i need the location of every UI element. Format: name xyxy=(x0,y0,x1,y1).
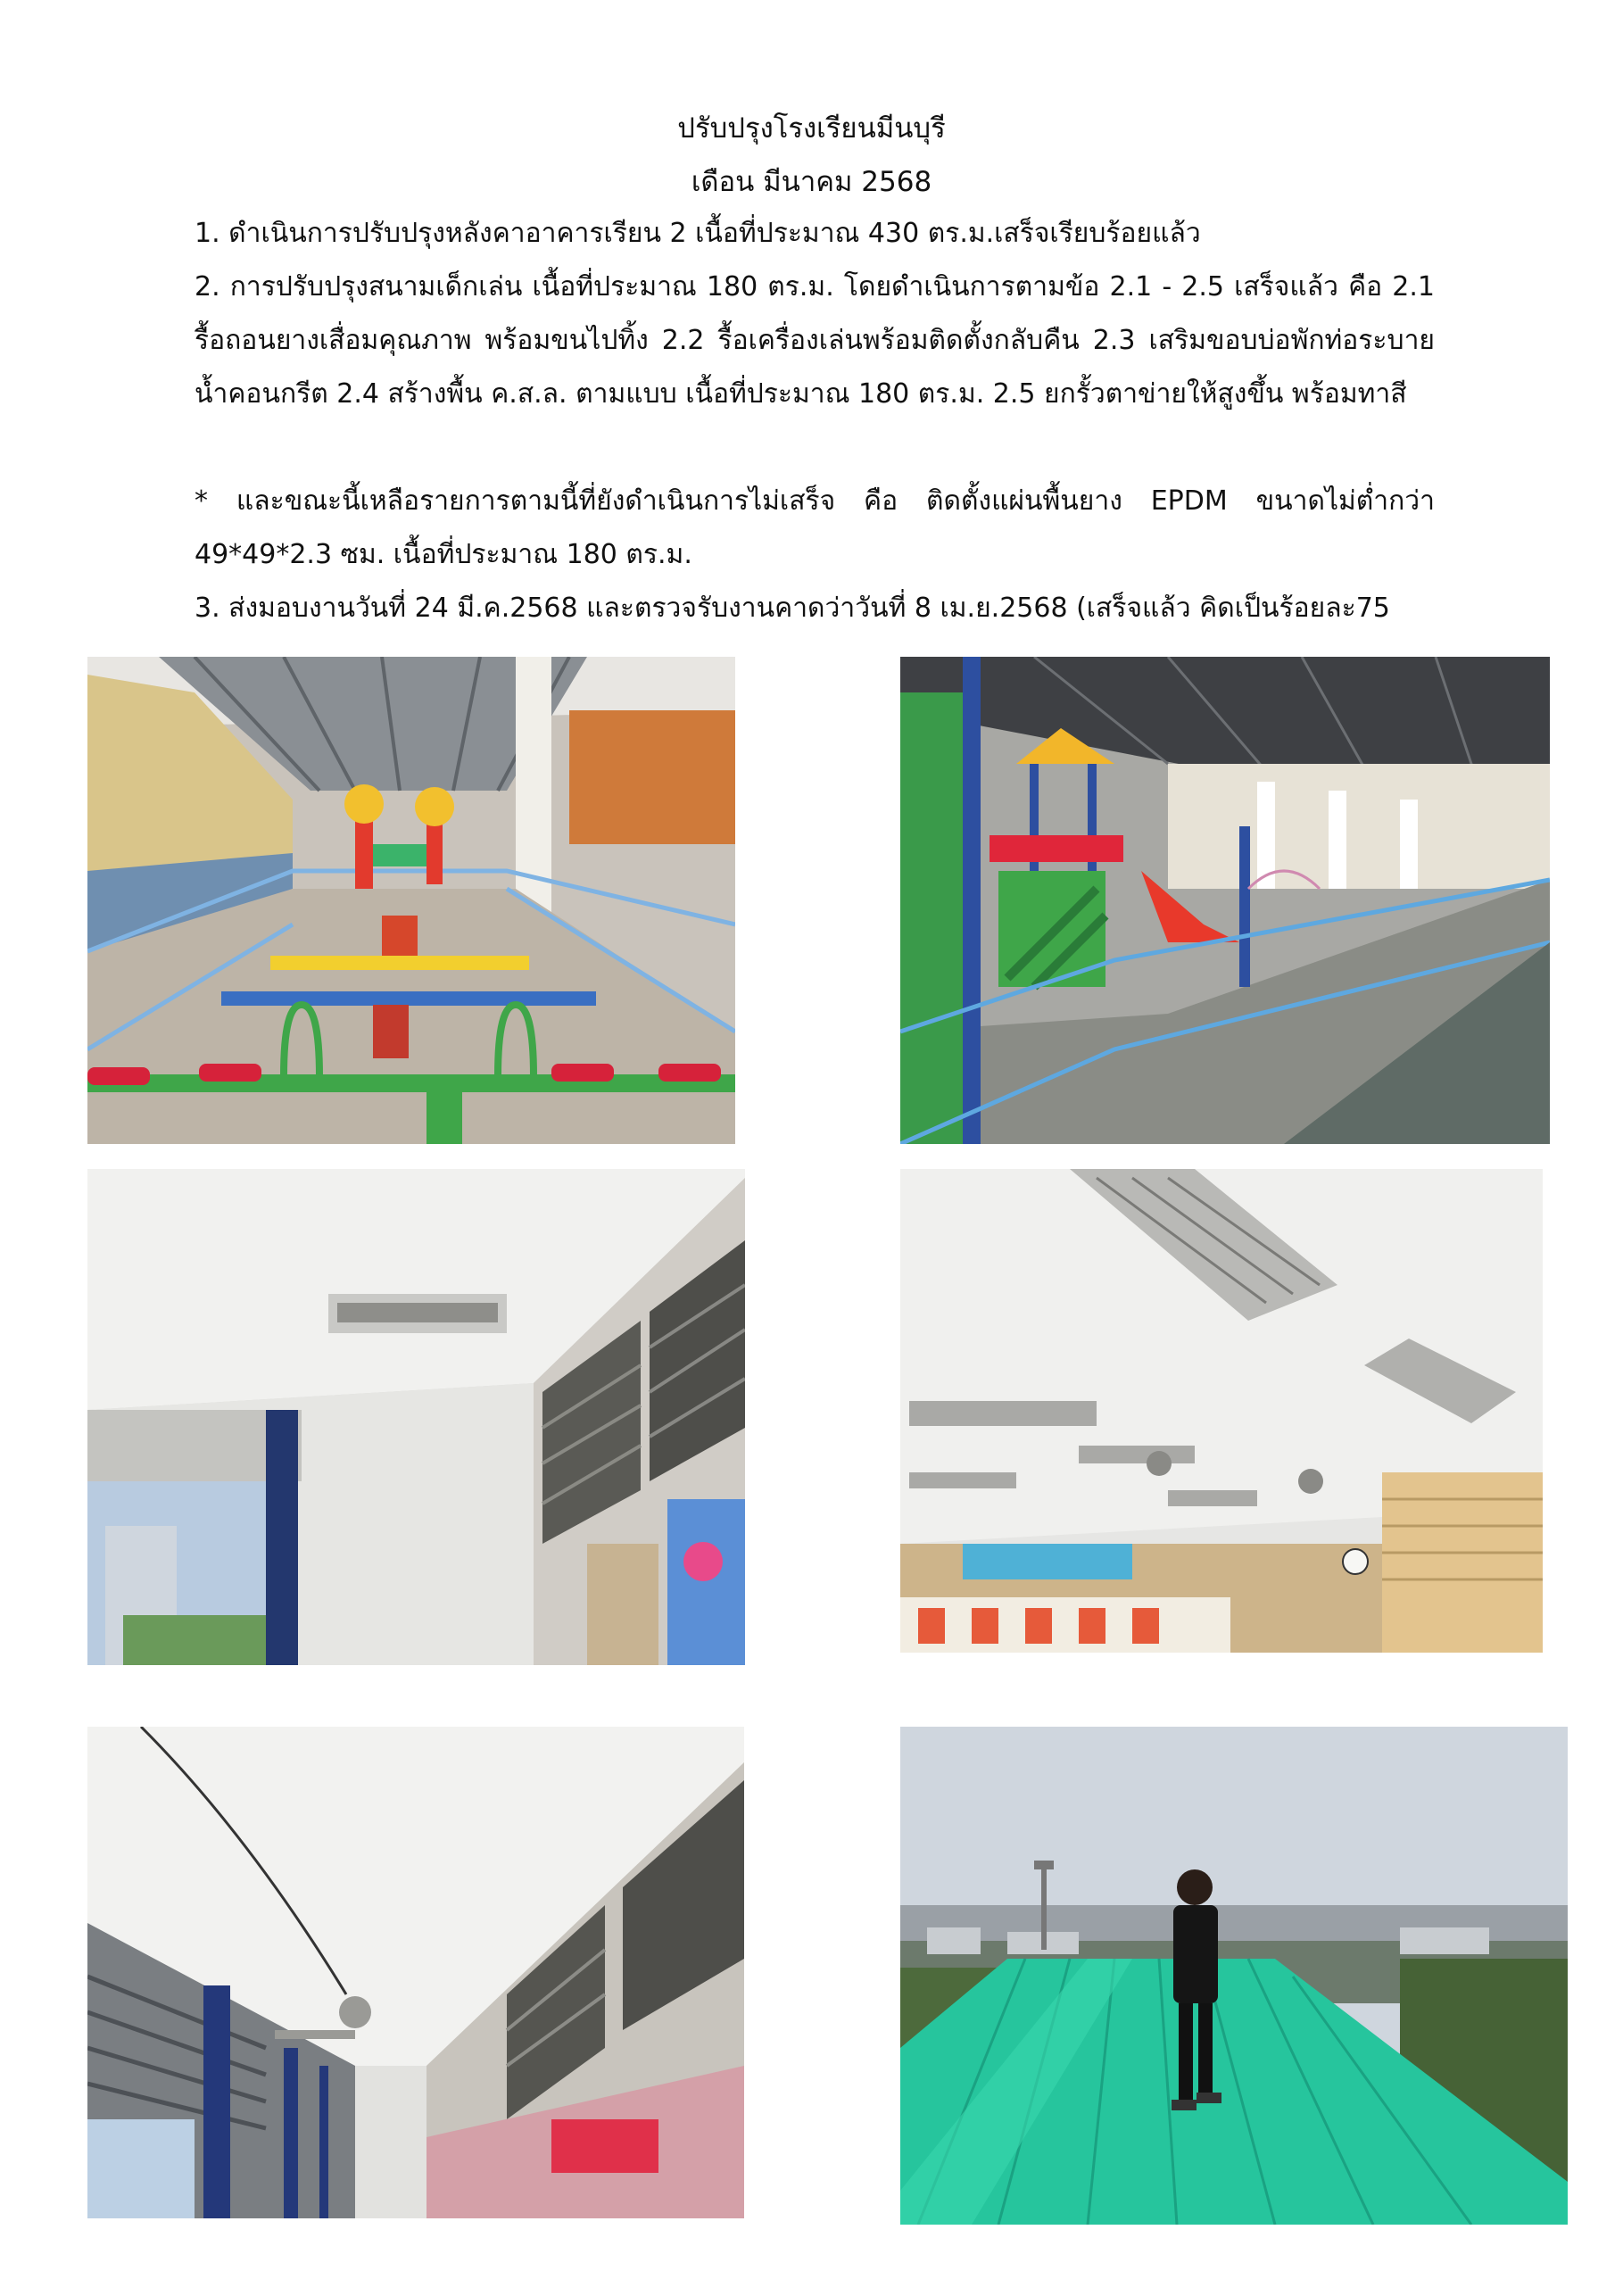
photo-classroom-ceiling xyxy=(900,1169,1543,1653)
item-3-handover: 3. ส่งมอบงานวันที่ 24 มี.ค.2568 และตรวจรับงานคาดว่าวันที่ 8 เม.ย.2568 (เสร็จแล้ว คิดเป็นร้อยละ75 xyxy=(195,593,1390,624)
item-2-playground: 2. การปรับปรุงสนามเด็กเล่น เนื้อที่ประมาณ 180 ตร.ม. โดยดำเนินการตามข้อ 2.1 - 2.5 เสร็จแล้ว คือ 2.1 รื้อถอนยางเสื่อมคุณภาพ พร้อมขนไปทิ้ง 2.2 รื้อเครื่องเล่นพร้อมติดตั้งกลับคืน 2.3 เสริมขอบบ่อพักท่อระบายน้ำคอนกรีต 2.4 สร้างพื้น ค.ส.ล. ตามแบบ เนื้อที่ประมาณ 180 ตร.ม. 2.5 ยกรั้วตาข่ายให้สูงขึ้น พร้อมทาสี xyxy=(195,271,1435,410)
item-note-pending: * และขณะนี้เหลือรายการตามนี้ที่ยังดำเนินการไม่เสร็จ คือ ติดตั้งแผ่นพื้นยาง EPDM ขนาดไม่ต่ำกว่า 49*49*2.3 ซม. เนื้อที่ประมาณ 180 ตร.ม. xyxy=(195,485,1435,570)
photo-green-roof-inspection xyxy=(900,1727,1568,2225)
page-title: ปรับปรุงโรงเรียนมีนบุรี xyxy=(677,112,946,145)
photo-playground-structure xyxy=(900,657,1550,1144)
item-1-roof: 1. ดำเนินการปรับปรุงหลังคาอาคารเรียน 2 เนื้อที่ประมาณ 430 ตร.ม.เสร็จเรียบร้อยแล้ว xyxy=(195,218,1201,249)
photo-corridor-hallway xyxy=(87,1727,744,2218)
photo-playground-seesaw xyxy=(87,657,735,1144)
photo-ceiling-corridor xyxy=(87,1169,745,1665)
page-subtitle-month: เดือน มีนาคม 2568 xyxy=(691,166,932,198)
